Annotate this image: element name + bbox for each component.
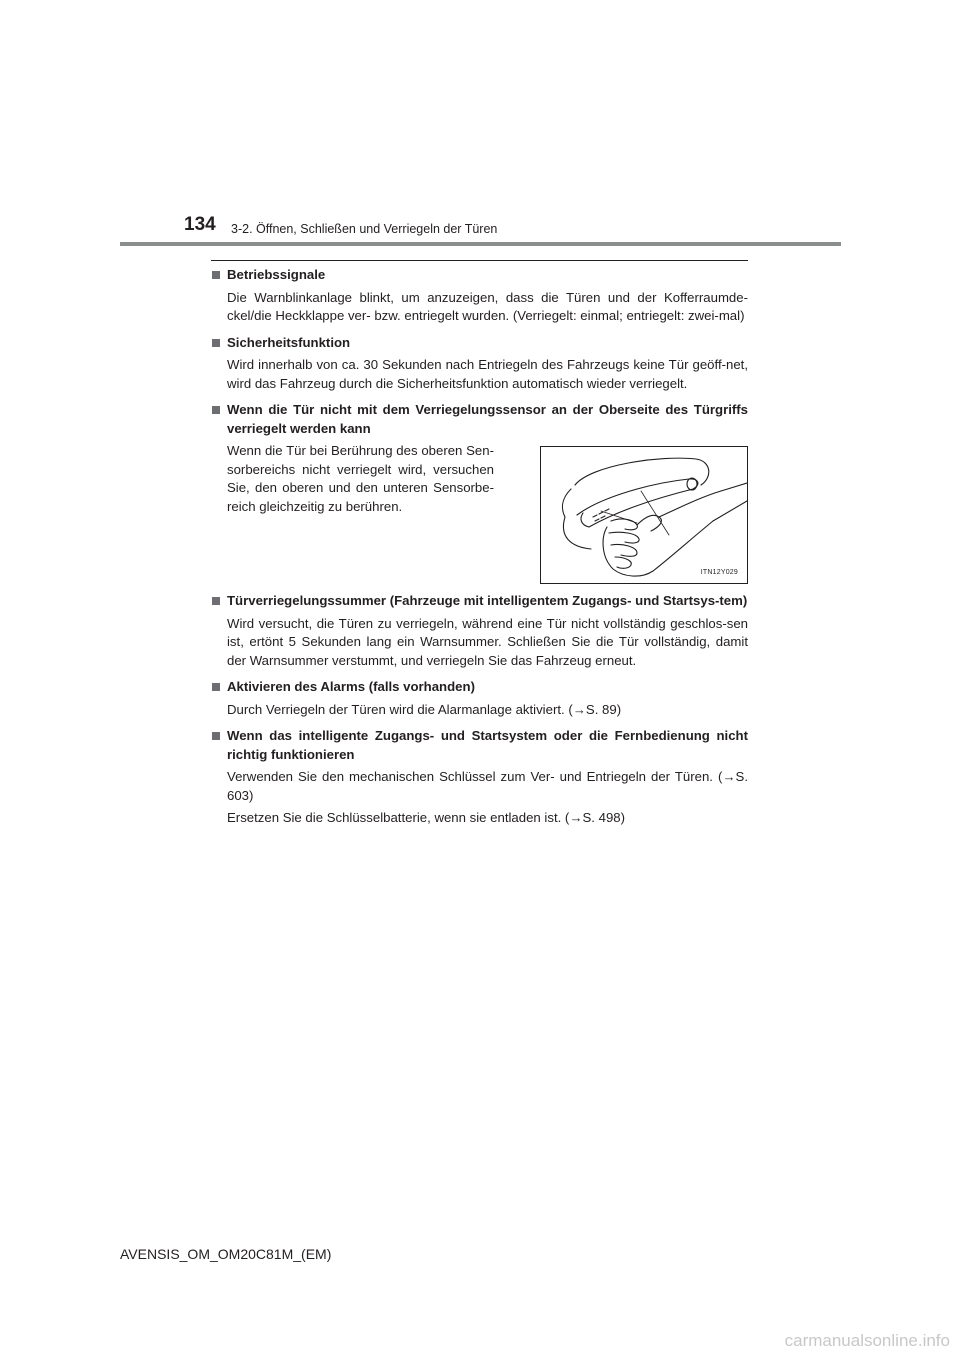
square-bullet-icon xyxy=(212,271,220,279)
topic-heading-text: Wenn die Tür nicht mit dem Verriegelungssensor an der Oberseite des Türgriffs verriegelt werden kann xyxy=(227,402,748,436)
square-bullet-icon xyxy=(212,406,220,414)
topic-heading-text: Betriebssignale xyxy=(227,267,326,282)
topic-tuerverriegelungssummer xyxy=(211,592,748,670)
section-rule xyxy=(211,260,748,261)
topic-fernbedienung xyxy=(211,727,748,828)
chapter-title: 3-2. Öffnen, Schließen und Verriegeln der Türen xyxy=(231,222,498,236)
topic-heading-text: Aktivieren des Alarms (falls vorhanden) xyxy=(227,679,475,694)
square-bullet-icon xyxy=(212,339,220,347)
topic-heading xyxy=(211,334,748,353)
topic-heading xyxy=(211,592,748,611)
page-content xyxy=(211,266,748,836)
watermark: carmanualsonline.info xyxy=(784,1331,950,1350)
topic-heading-text: Sicherheitsfunktion xyxy=(227,334,351,350)
topic-alarm xyxy=(211,678,748,719)
topic-body: Verwenden Sie den mechanischen Schlüssel zum Ver- und Entriegeln der Türen. (→S. 603) xyxy=(227,769,748,803)
topic-body: Wird versucht, die Türen zu verriegeln, während eine Tür nicht vollständig geschlos-sen ist, ertönt 5 Sekunden lang ein Warnsummer. Schließen Sie die Tür vollständig, damit der Warnsummer verstummt, und verriegeln Sie das Fahrzeug erneut. xyxy=(227,615,748,668)
topic-body: Ersetzen Sie die Schlüsselbatterie, wenn sie entladen ist. (→S. 498) xyxy=(227,810,626,825)
header-rule xyxy=(120,242,841,246)
topic-sicherheitsfunktion xyxy=(211,334,748,394)
square-bullet-icon xyxy=(212,732,220,740)
figure-id: ITN12Y029 xyxy=(700,569,738,576)
document-id: AVENSIS_OM_OM20C81M_(EM) xyxy=(120,1246,332,1262)
topic-heading xyxy=(211,678,748,697)
topic-heading xyxy=(211,401,748,438)
door-handle-hand-icon xyxy=(541,447,747,583)
figure-caption-text: Wenn die Tür bei Berührung des oberen Sen-sorbereichs nicht verriegelt wird, versuchen Sie, den oberen und den unteren Sensorbe-reich gleichzeitig zu berühren. xyxy=(227,443,494,514)
page-number: 134 xyxy=(184,214,216,235)
topic-verriegelungssensor xyxy=(211,401,748,584)
figure-row xyxy=(211,442,748,584)
topic-body: Wird innerhalb von ca. 30 Sekunden nach Entriegeln des Fahrzeugs keine Tür geöff-net, wird das Fahrzeug durch die Sicherheitsfunktion automatisch wieder verriegelt. xyxy=(227,357,748,391)
topic-heading xyxy=(211,266,748,285)
square-bullet-icon xyxy=(212,683,220,691)
topic-heading-text: Wenn das intelligente Zugangs- und Startsystem oder die Fernbedienung nicht richtig funktionieren xyxy=(227,728,748,762)
topic-heading-text: Türverriegelungssummer (Fahrzeuge mit intelligentem Zugangs- und Startsys-tem) xyxy=(227,593,748,608)
topic-betriebssignale xyxy=(211,266,748,326)
square-bullet-icon xyxy=(212,597,220,605)
door-handle-illustration xyxy=(540,446,748,584)
topic-body: Durch Verriegeln der Türen wird die Alarmanlage aktiviert. (→S. 89) xyxy=(227,701,622,717)
topic-heading xyxy=(211,727,748,764)
topic-body: Die Warnblinkanlage blinkt, um anzuzeigen, dass die Türen und der Kofferraumde-ckel/die Heckklappe ver- bzw. entriegelt wurden. (Verriegelt: einmal; entriegelt: zwei-mal) xyxy=(227,289,748,323)
